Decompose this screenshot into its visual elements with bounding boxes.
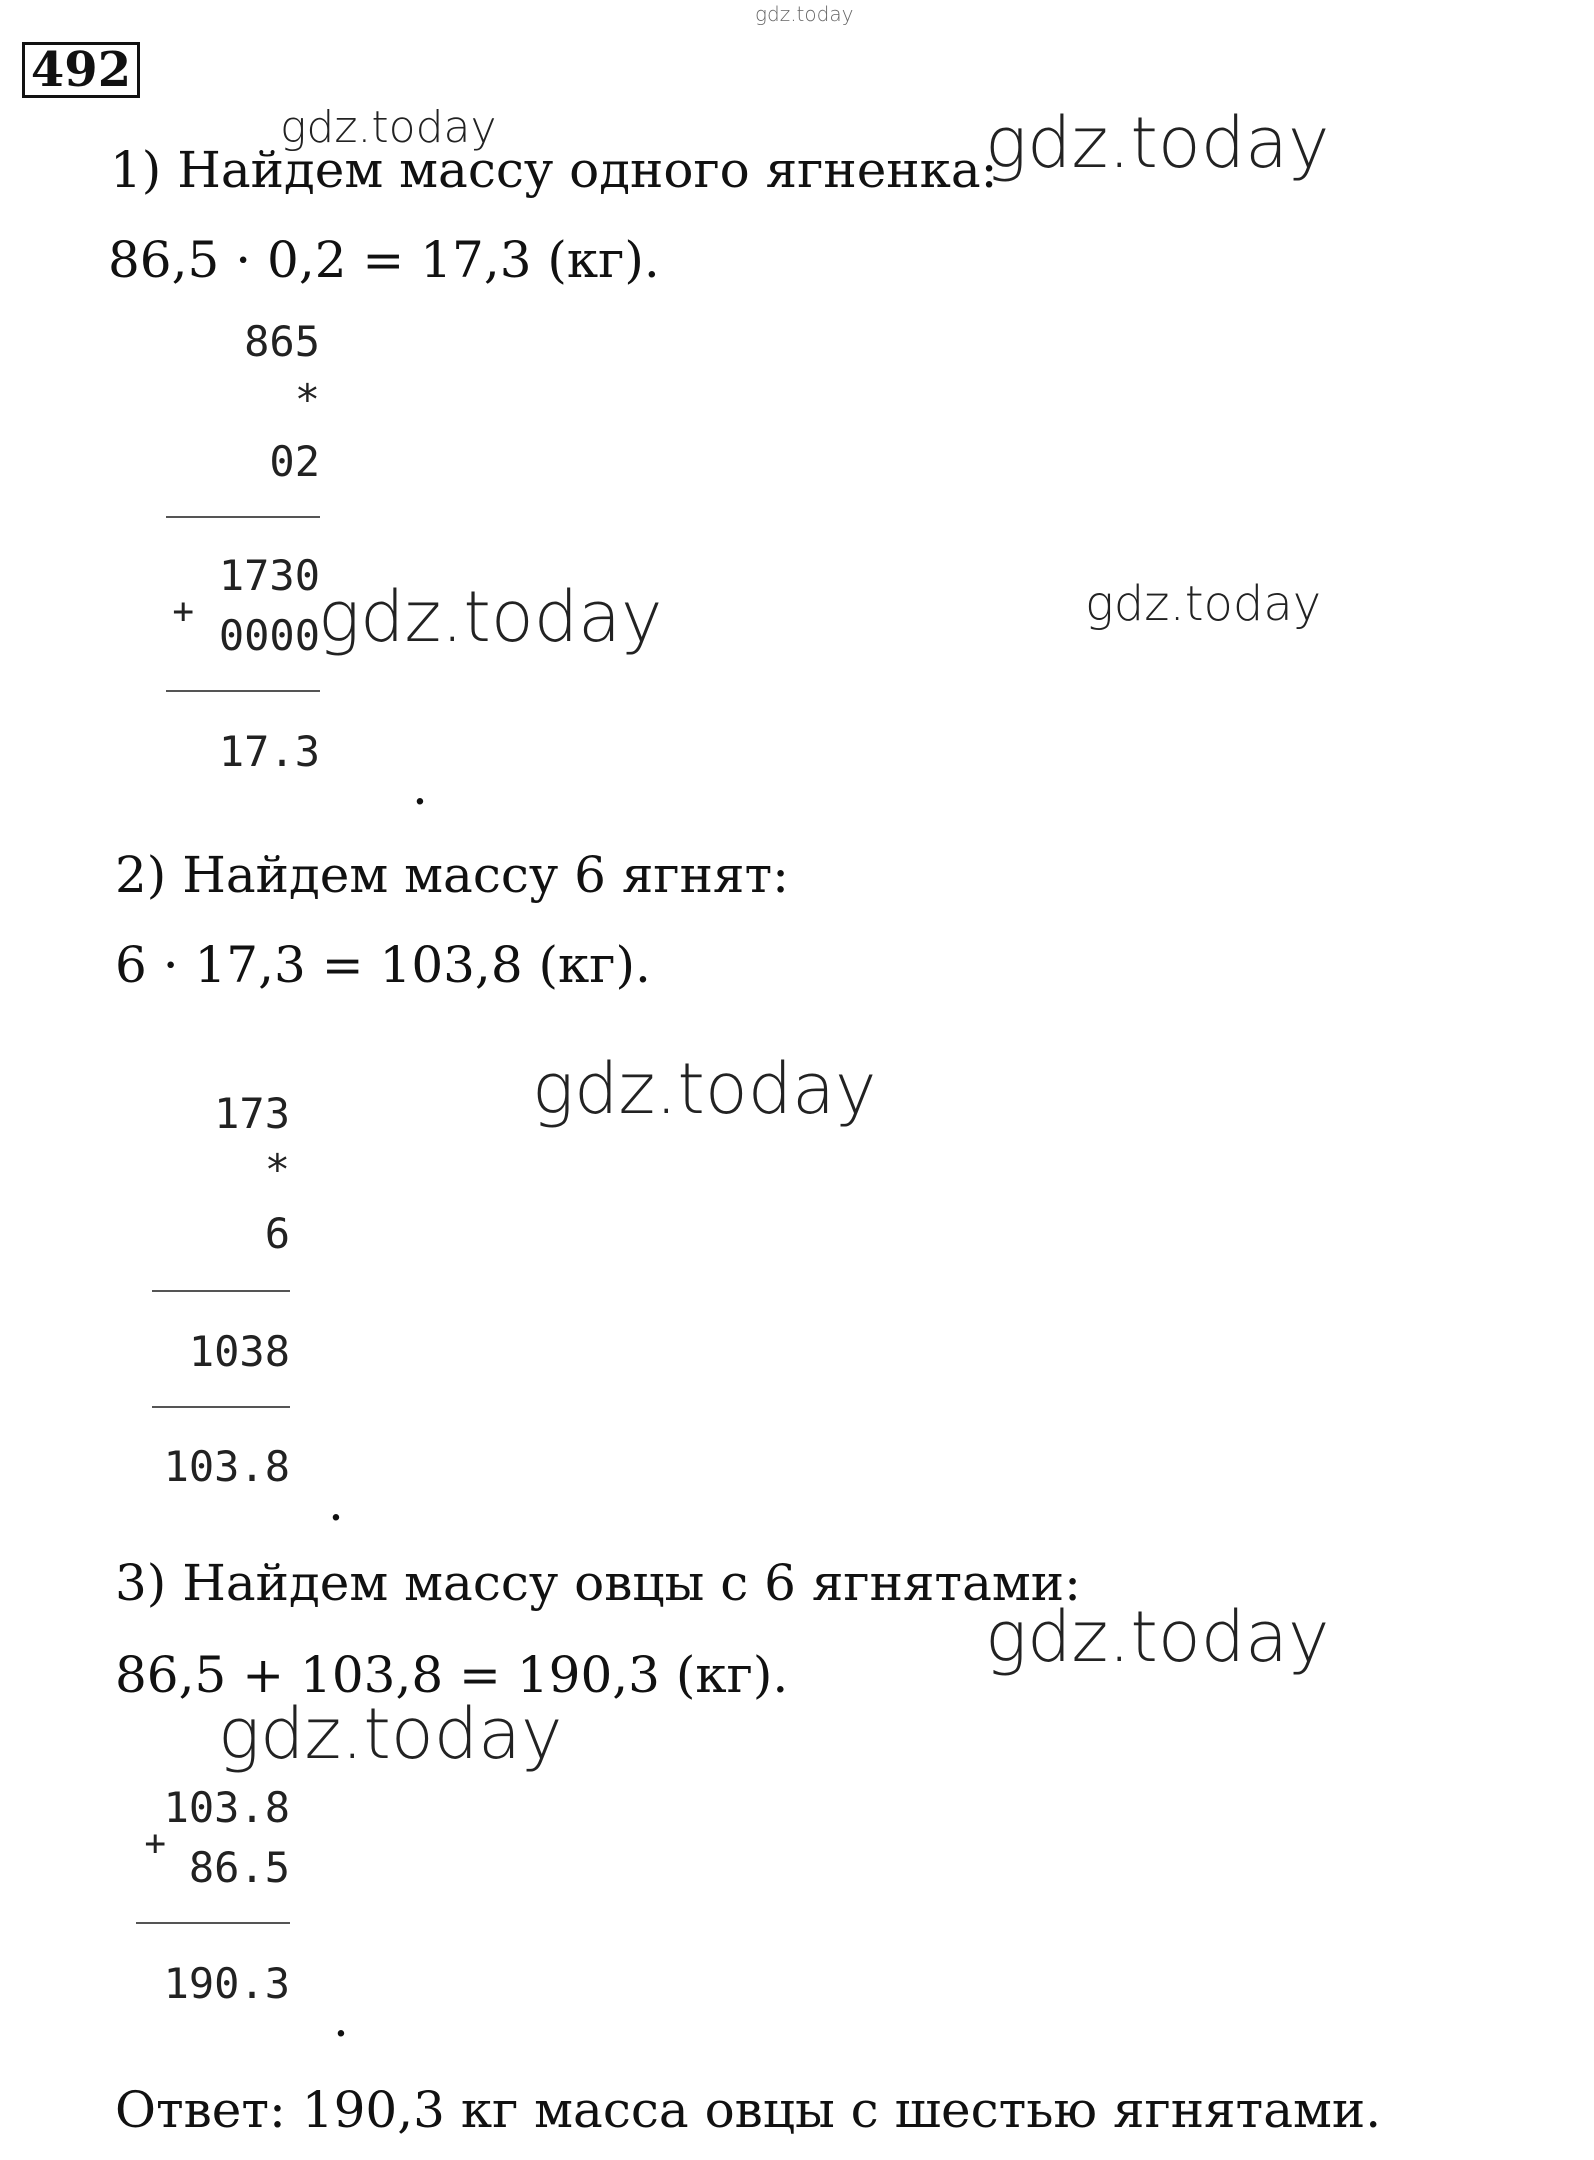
step1-plus: + bbox=[172, 591, 194, 632]
step1-dot: . bbox=[412, 758, 428, 816]
step1-result: 17.3 bbox=[218, 727, 320, 776]
step2-equation: 6 · 17,3 = 103,8 (кг). bbox=[115, 936, 651, 994]
watermark: gdz.today bbox=[985, 102, 1330, 184]
step2-rule-2 bbox=[152, 1406, 290, 1408]
step1-partial2: 0000 bbox=[218, 611, 320, 660]
step2-factor1: 173 bbox=[214, 1089, 290, 1138]
step3-addend2: 86.5 bbox=[188, 1843, 290, 1892]
step2-factor2: 6 bbox=[264, 1209, 290, 1258]
step3-equation: 86,5 + 103,8 = 190,3 (кг). bbox=[115, 1646, 789, 1704]
step1-factor2: 02 bbox=[269, 437, 320, 486]
step3-dot: . bbox=[333, 1990, 349, 2048]
answer-text: Ответ: 190,3 кг масса овцы с шестью ягнятами. bbox=[115, 2081, 1382, 2139]
step2-partial: 1038 bbox=[188, 1327, 290, 1376]
step1-rule-2 bbox=[166, 690, 320, 692]
step3-result: 190.3 bbox=[163, 1959, 290, 2008]
step1-partial1: 1730 bbox=[218, 551, 320, 600]
step1-equation: 86,5 · 0,2 = 17,3 (кг). bbox=[108, 231, 660, 289]
step3-addend1: 103.8 bbox=[163, 1783, 290, 1832]
watermark: gdz.today bbox=[218, 1693, 563, 1775]
step2-rule-1 bbox=[152, 1290, 290, 1292]
watermark: gdz.today bbox=[1085, 576, 1322, 632]
watermark-top: gdz.today bbox=[755, 2, 854, 26]
step2-operator: * bbox=[264, 1145, 290, 1194]
step2-title: 2) Найдем массу 6 ягнят: bbox=[115, 846, 789, 904]
step3-title: 3) Найдем массу овцы с 6 ягнятами: bbox=[115, 1554, 1081, 1612]
watermark: gdz.today bbox=[318, 576, 663, 658]
step2-result: 103.8 bbox=[163, 1442, 290, 1491]
watermark: gdz.today bbox=[532, 1048, 877, 1130]
problem-number: 492 bbox=[22, 42, 140, 98]
step1-title: 1) Найдем массу одного ягненка: bbox=[110, 141, 998, 199]
step3-plus: + bbox=[144, 1823, 166, 1864]
step1-rule-1 bbox=[166, 516, 320, 518]
step1-factor1: 865 bbox=[244, 317, 320, 366]
watermark: gdz.today bbox=[985, 1596, 1330, 1678]
step1-operator: * bbox=[294, 375, 320, 424]
step3-rule bbox=[136, 1922, 290, 1924]
step2-dot: . bbox=[328, 1474, 344, 1532]
watermark: gdz.today bbox=[280, 102, 497, 153]
